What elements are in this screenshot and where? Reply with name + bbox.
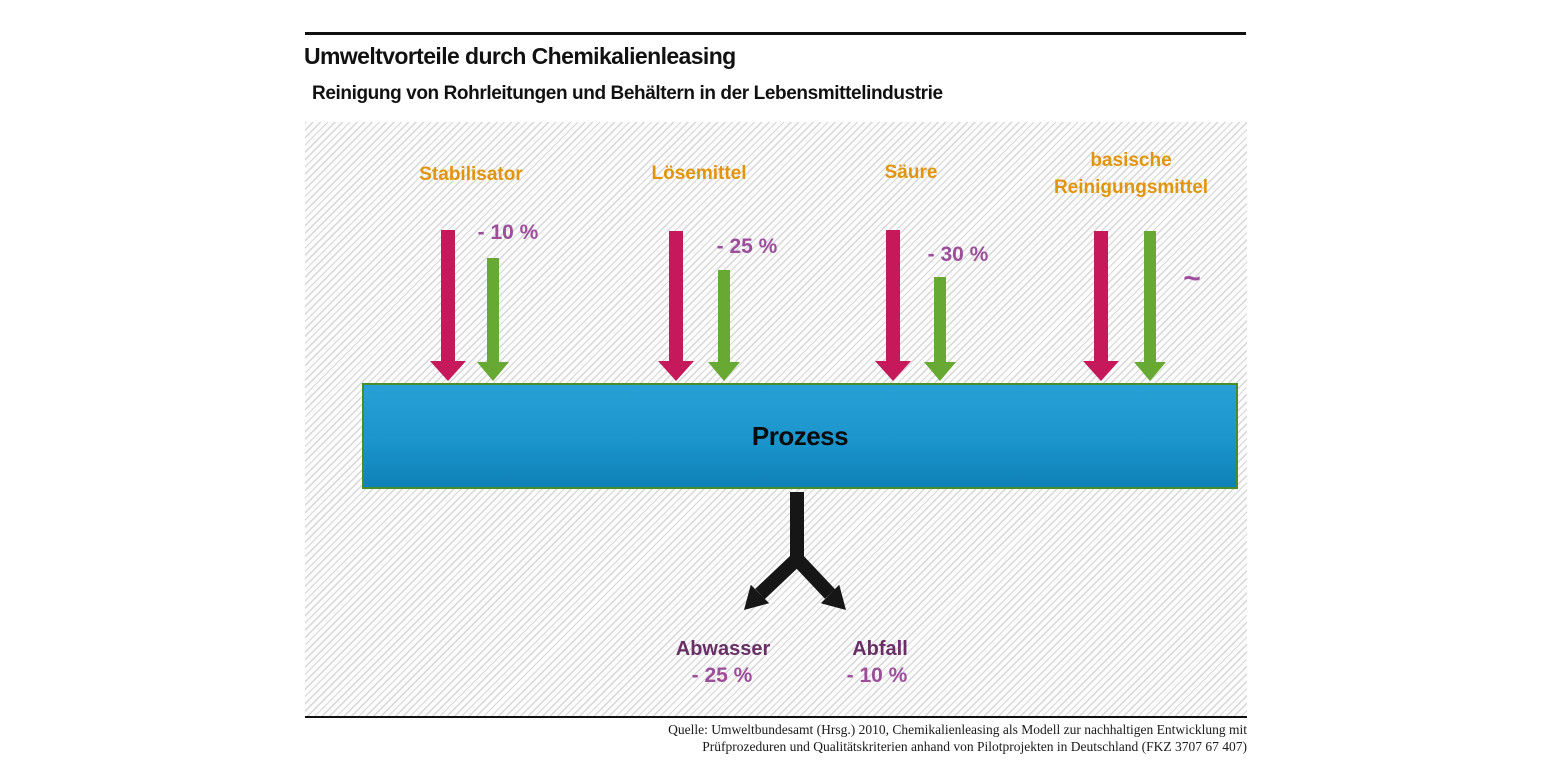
pink-down-arrow-icon xyxy=(875,230,911,381)
arrow-shaft xyxy=(487,258,499,362)
arrow-head xyxy=(924,362,956,381)
green-down-arrow-icon xyxy=(477,258,509,381)
output-label-abfall: Abfall xyxy=(852,638,908,660)
process-box xyxy=(362,383,1238,489)
chemical-label-loesemittel: Lösemittel xyxy=(651,163,747,184)
arrow-shaft xyxy=(669,231,683,362)
source-citation xyxy=(527,722,1247,755)
output-reduction-abfall: - 10 % xyxy=(846,664,908,687)
output-reduction-abwasser: - 25 % xyxy=(691,664,753,687)
source-line-2: Prüfprozeduren und Qualitätskriterien anhand von Pilotprojekten in Deutschland (FKZ 3707 67 407) xyxy=(702,738,1247,754)
arrow-head xyxy=(1134,362,1166,381)
reduction-label-stabilisator: - 10 % xyxy=(477,221,539,244)
arrow-head xyxy=(708,362,740,381)
pink-down-arrow-icon xyxy=(1083,231,1119,381)
arrow-shaft xyxy=(1094,231,1108,362)
reduction-label-saeure: - 30 % xyxy=(927,243,989,266)
pink-down-arrow-icon xyxy=(658,231,694,381)
arrow-head xyxy=(1083,361,1119,381)
arrow-shaft xyxy=(1144,231,1156,362)
page-subtitle: Reinigung von Rohrleitungen und Behältern in der Lebensmittelindustrie xyxy=(312,83,943,104)
arrow-shaft xyxy=(886,230,900,362)
arrow-shaft xyxy=(718,270,730,362)
process-label: Prozess xyxy=(751,420,849,451)
chemical-label-basische-reinigungsmittel: basische Reinigungsmittel xyxy=(1053,150,1209,198)
pink-down-arrow-icon xyxy=(430,230,466,381)
page-title: Umweltvorteile durch Chemikalienleasing xyxy=(304,43,736,69)
arrow-shaft xyxy=(934,277,946,362)
reduction-label-loesemittel: - 25 % xyxy=(716,235,778,258)
arrow-head xyxy=(658,361,694,381)
green-down-arrow-icon xyxy=(1134,231,1166,381)
output-label-abwasser: Abwasser xyxy=(675,638,771,660)
green-down-arrow-icon xyxy=(708,270,740,381)
top-divider xyxy=(305,32,1246,35)
arrow-head xyxy=(430,361,466,381)
arrow-shaft xyxy=(441,230,455,362)
green-down-arrow-icon xyxy=(924,277,956,381)
chemical-label-saeure: Säure xyxy=(884,162,938,183)
arrow-head xyxy=(875,361,911,381)
chemical-label-stabilisator: Stabilisator xyxy=(419,164,523,185)
split-arrow-icon xyxy=(718,489,882,625)
bottom-divider xyxy=(305,716,1247,718)
arrow-head xyxy=(477,362,509,381)
reduction-label-basische-reinigungsmittel: ~ xyxy=(1183,262,1201,295)
source-line-1: Quelle: Umweltbundesamt (Hrsg.) 2010, Chemikalienleasing als Modell zur nachhaltigen Entwicklung mit xyxy=(668,722,1247,737)
